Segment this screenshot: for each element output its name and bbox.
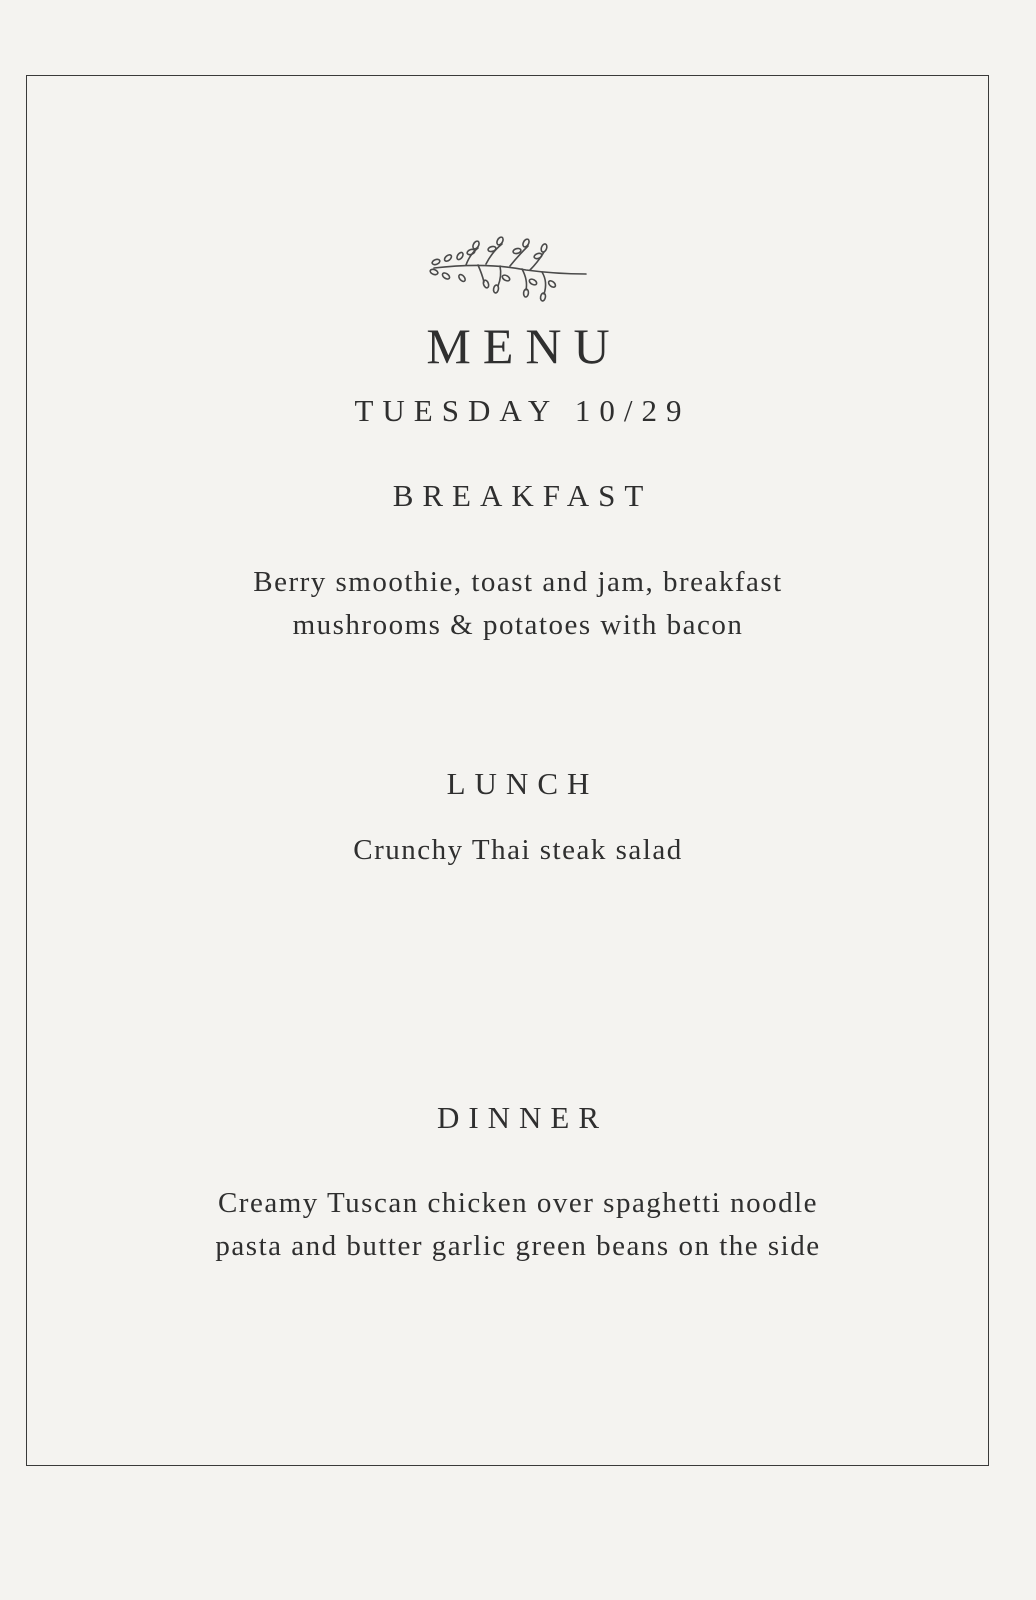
lunch-heading: LUNCH	[446, 766, 599, 801]
breakfast-line-2: mushrooms & potatoes with bacon	[292, 609, 744, 641]
breakfast-heading: BREAKFAST	[392, 478, 653, 513]
breakfast-description	[0, 561, 1036, 647]
dinner-heading: DINNER	[436, 1100, 609, 1135]
dinner-line-1: Creamy Tuscan chicken over spaghetti noodle	[217, 1187, 819, 1219]
breakfast-line-1: Berry smoothie, toast and jam, breakfast	[253, 566, 783, 598]
dinner-line-2: pasta and butter garlic green beans on the side	[215, 1230, 821, 1262]
lunch-description	[0, 829, 1036, 872]
menu-date: TUESDAY 10/29	[354, 393, 691, 428]
lunch-line-1: Crunchy Thai steak salad	[353, 834, 683, 866]
leaf-sprig-icon	[426, 234, 590, 302]
menu-title: MENU	[426, 318, 622, 374]
dinner-description	[0, 1182, 1036, 1268]
